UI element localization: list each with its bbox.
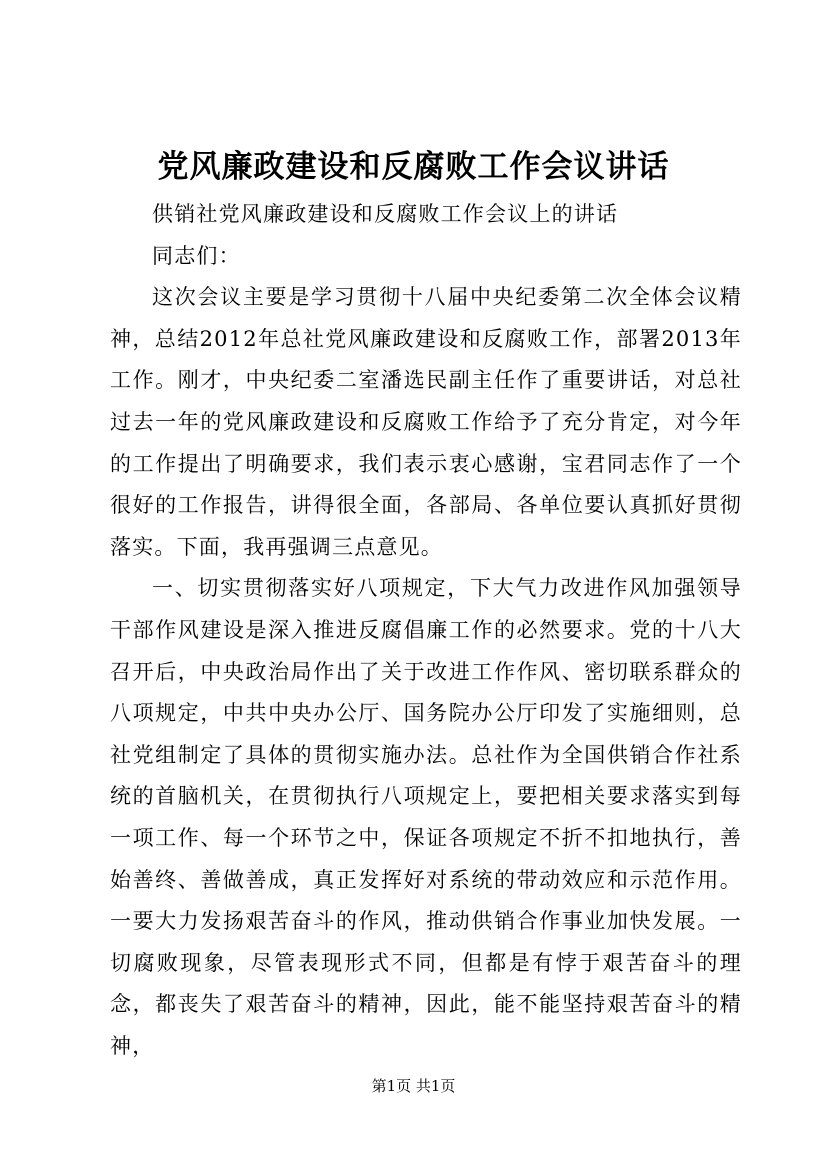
- body-paragraph: 这次会议主要是学习贯彻十八届中央纪委第二次全体会议精神，总结2012年总社党风廉政建设和反腐败工作，部署2013年工作。刚才，中央纪委二室潘选民副主任作了重要讲话，对总社过去一年的党风廉政建设和反腐败工作给予了充分肯定，对今年的工作提出了明确要求，我们表示衷心感谢，宝君同志作了一个很好的工作报告，讲得很全面，各部局、各单位要认真抓好贯彻落实。下面，我再强调三点意见。: [110, 285, 742, 559]
- document-title: 党风廉政建设和反腐败工作会议讲话: [157, 149, 670, 185]
- document-subtitle: 供销社党风廉政建设和反腐败工作会议上的讲话: [152, 202, 619, 226]
- page-number-footer: 第1页 共1页: [371, 1077, 456, 1095]
- body-paragraph: 一、切实贯彻落实好八项规定，下大气力改进作风加强领导干部作风建设是深入推进反腐倡廉工作的必然要求。党的十八大召开后，中央政治局作出了关于改进工作作风、密切联系群众的八项规定，中共中央办公厅、国务院办公厅印发了实施细则，总社党组制定了具体的贯彻实施办法。总社作为全国供销合作社系统的首脑机关，在贯彻执行八项规定上，要把相关要求落实到每一项工作、每一个环节之中，保证各项规定不折不扣地执行，善始善终、善做善成，真正发挥好对系统的带动效应和示范作用。一要大力发扬艰苦奋斗的作风，推动供销合作事业加快发展。一切腐败现象，尽管表现形式不同，但都是有悖于艰苦奋斗的理念，都丧失了艰苦奋斗的精神，因此，能不能坚持艰苦奋斗的精神，: [110, 576, 742, 1058]
- salutation: 同志们：: [152, 243, 241, 268]
- document-body: [110, 194, 742, 1067]
